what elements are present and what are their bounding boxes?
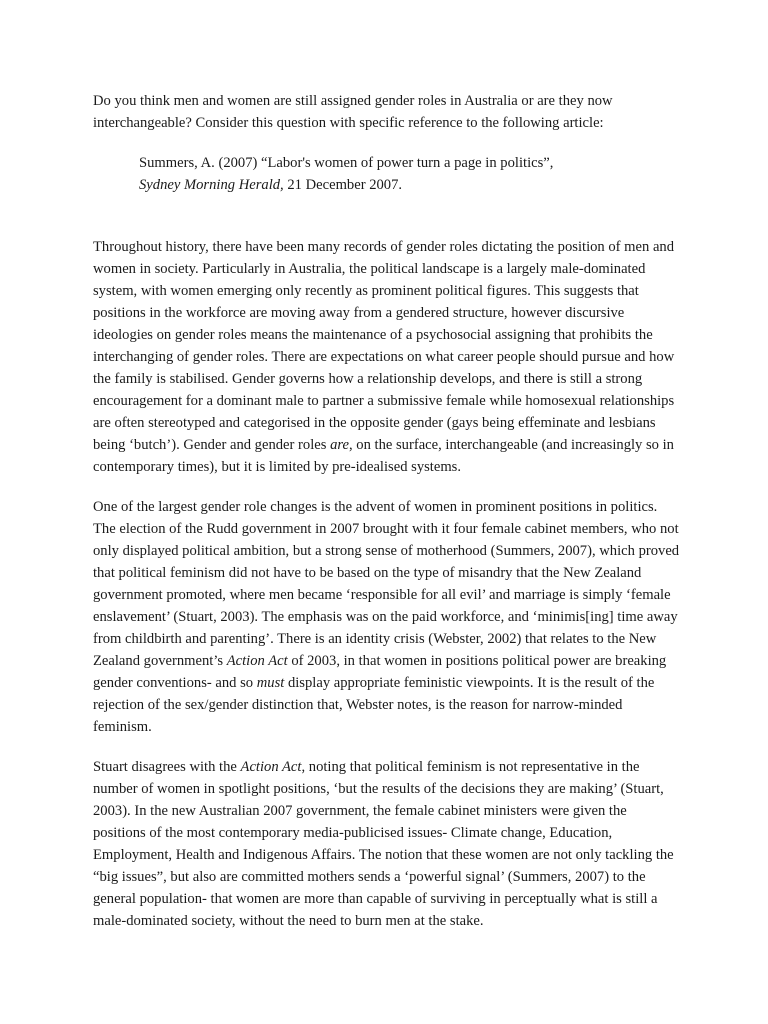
essay-question [93, 90, 683, 134]
paragraph-1-emphasis: are [330, 437, 349, 453]
paragraph-2-text-b: of 2003, in that women in positions political power are breaking gender conventions- and so [93, 653, 667, 691]
citation-journal: Sydney Morning Herald, [139, 177, 284, 193]
paragraph-1-text-b: , on the surface, interchangeable (and increasingly so in contemporary times), but it is limited by pre-idealised systems. [93, 437, 674, 475]
paragraph-3-emphasis: Action Act [240, 759, 302, 775]
paragraph-3 [93, 756, 683, 932]
paragraph-3-text-a: Stuart disagrees with the [93, 759, 241, 775]
paragraph-2-emphasis-1: Action Act [226, 653, 288, 669]
paragraph-2 [93, 496, 683, 738]
citation-line-2 [139, 174, 683, 196]
paragraph-2-text-c: display appropriate feministic viewpoints. It is the result of the rejection of the sex/gender distinction that, Webster notes, is the reason for narrow-minded feminism. [93, 675, 655, 735]
document-page [93, 90, 683, 950]
article-citation [139, 152, 683, 196]
paragraph-3-text-b: , noting that political feminism is not representative in the number of women in spotlight positions, ‘but the results of the decisions they are making’ (Stuart, 2003). In the new Australian 2007 government, the female cabinet ministers were given the positions of the most contemporary media-publicised issues- Climate change, Education, Employment, Health and Indigenous Affairs. The notion that these women are not only tackling the “big issues”, but also are committed mothers sends a ‘powerful signal’ (Summers, 2007) to the general population- that women are more than capable of surviving in perceptually what is still a male-dominated society, without the need to burn men at the stake. [93, 759, 674, 929]
citation-date: 21 December 2007. [283, 177, 403, 193]
paragraph-1-text-a: Throughout history, there have been many records of gender roles dictating the position of men and women in society. Particularly in Australia, the political landscape is a largely male-dominated system, with women emerging only recently as prominent political figures. This suggests that positions in the workforce are moving away from a gendered structure, however discursive ideologies on gender roles means the maintenance of a psychosocial assigning that prohibits the interchanging of gender roles. There are expectations on what career people should pursue and how the family is stabilised. Gender governs how a relationship develops, and there is still a strong encouragement for a dominant male to partner a submissive female while homosexual relationships are often stereotyped and categorised in the opposite gender (gays being effeminate and lesbians being ‘butch’). Gender and gender roles [93, 239, 675, 453]
essay-question-text: Do you think men and women are still assigned gender roles in Australia or are they now interchangeable? Consider this question with specific reference to the following article: [93, 93, 613, 131]
paragraph-1 [93, 236, 683, 478]
citation-line-1: Summers, A. (2007) “Labor's women of power turn a page in politics”, [139, 155, 554, 171]
paragraph-2-text-a: One of the largest gender role changes is the advent of women in prominent positions in politics. The election of the Rudd government in 2007 brought with it four female cabinet members, who not only displayed political ambition, but a strong sense of motherhood (Summers, 2007), which proved that political feminism did not have to be based on the type of misandry that the New Zealand government promoted, where men became ‘responsible for all evil’ and marriage is simply ‘female enslavement’ (Stuart, 2003). The emphasis was on the paid workforce, and ‘minimis[ing] time away from childbirth and parenting’. There is an identity crisis (Webster, 2002) that relates to the New Zealand government’s [93, 499, 680, 669]
paragraph-2-emphasis-2: must [256, 675, 285, 691]
